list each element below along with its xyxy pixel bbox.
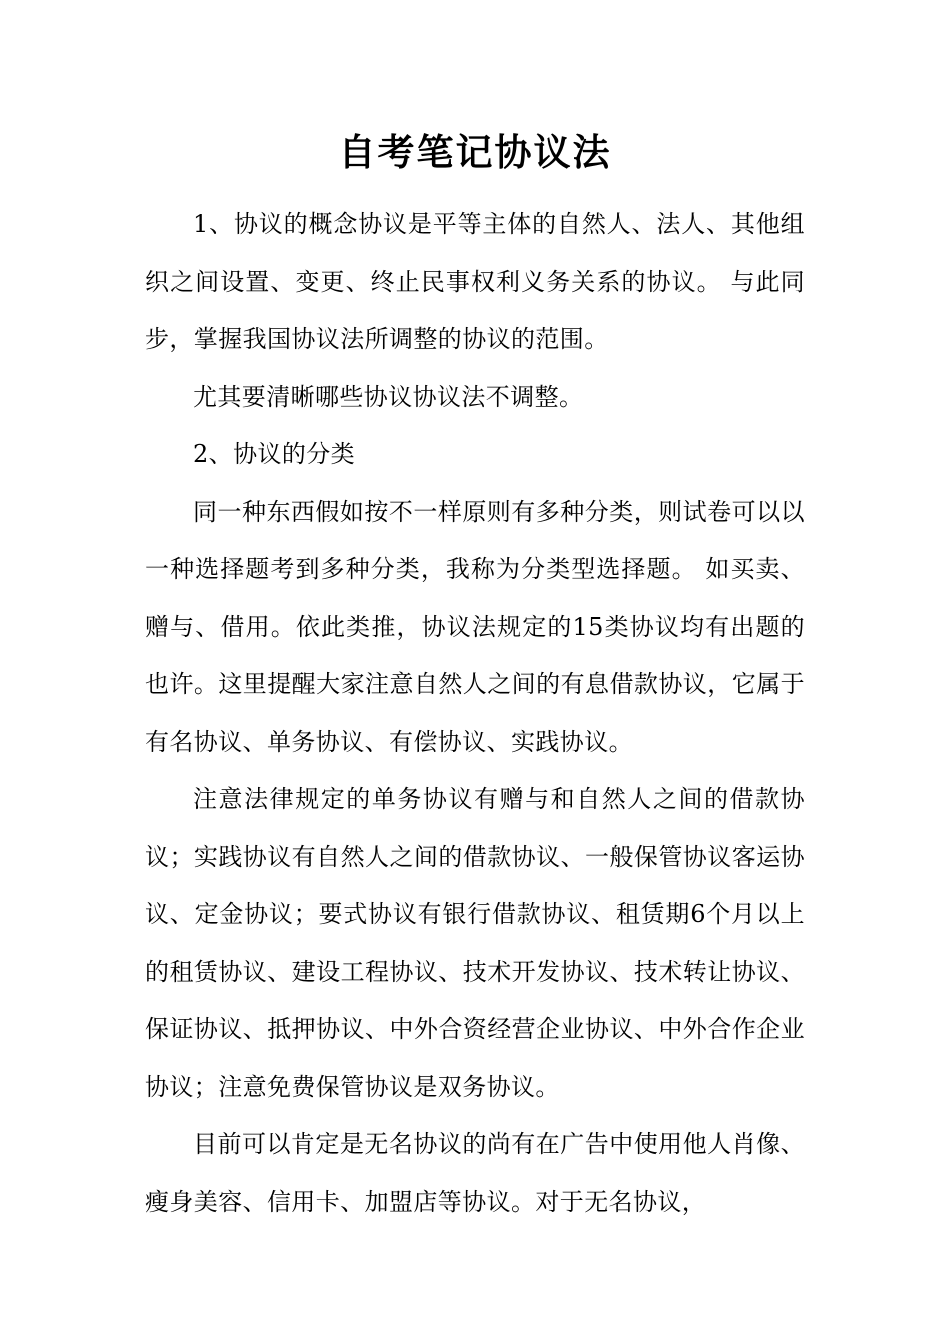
paragraph-classification-heading: 2、协议的分类 xyxy=(193,440,356,468)
paragraph-unilateral-contracts: 注意法律规定的单务协议有赠与和自然人之间的借款协议；实践协议有自然人之间的借款协议、一般保管协议客运协议、定金协议；要式协议有银行借款协议、租赁期6个月以上的租赁协议、建设工程协议、技术开发协议、技术转让协议、保证协议、抵押协议、中外合资经营企业协议、中外合作企业协议；注意免费保管协议是双务协议。 xyxy=(145,785,805,1101)
document-body xyxy=(145,196,805,1231)
document-title: 自考笔记协议法 xyxy=(338,130,612,174)
paragraph-classification-types: 同一种东西假如按不一样原则有多种分类，则试卷可以以一种选择题考到多种分类，我称为分类型选择题。 如买卖、赠与、借用。依此类推，协议法规定的15类协议均有出题的也许。这里提醒大家注意自然人之间的有息借款协议，它属于有名协议、单务协议、有偿协议、实践协议。 xyxy=(145,497,805,756)
paragraph-excluded-contracts: 尤其要清晰哪些协议协议法不调整。 xyxy=(193,382,584,411)
paragraph-contract-concept: 1、协议的概念协议是平等主体的自然人、法人、其他组织之间设置、变更、终止民事权利义务关系的协议。 与此同步，掌握我国协议法所调整的协议的范围。 xyxy=(145,210,805,353)
paragraph-innominate-contracts: 目前可以肯定是无名协议的尚有在广告中使用他人肖像、瘦身美容、信用卡、加盟店等协议。对于无名协议， xyxy=(145,1130,805,1216)
